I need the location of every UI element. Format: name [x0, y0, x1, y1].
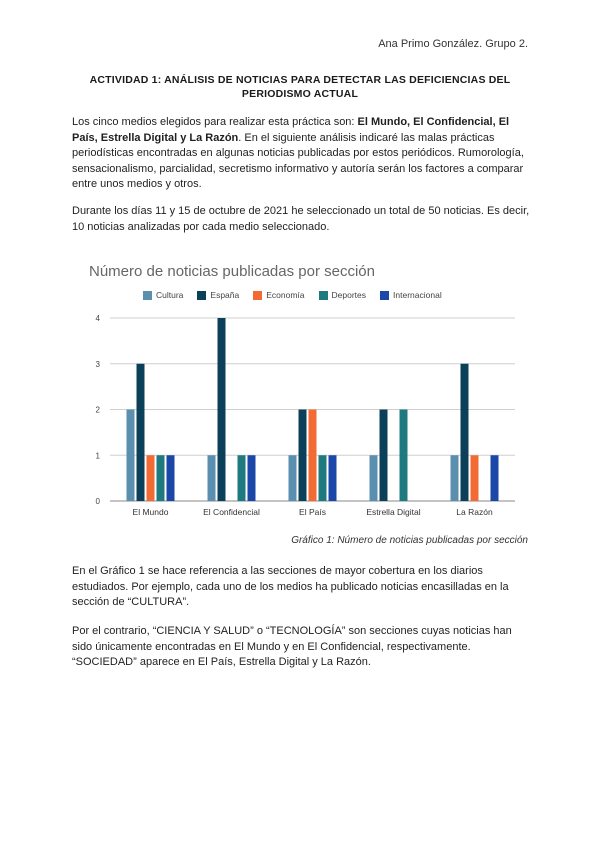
legend-swatch: [380, 291, 389, 300]
bar: [309, 410, 317, 502]
bar-chart: [0, 300, 600, 525]
bar: [319, 455, 327, 501]
analysis-paragraph-1: En el Gráfico 1 se hace referencia a las secciones de mayor cobertura en los diarios estudiados. Por ejemplo, cada uno de los medios ha publicado noticias encasilladas en la sección de “CULTURA”.: [72, 565, 509, 608]
bar: [167, 455, 175, 501]
y-tick-label: 0: [95, 497, 100, 506]
chart-legend: [143, 290, 442, 300]
bar: [400, 410, 408, 502]
legend-label: España: [210, 290, 240, 300]
y-tick-label: 4: [95, 314, 100, 323]
bar: [471, 455, 479, 501]
x-tick-label: El Confidencial: [203, 507, 260, 517]
bar: [491, 455, 499, 501]
bar: [137, 364, 145, 501]
bar: [238, 455, 246, 501]
bar: [370, 455, 378, 501]
intro-paragraph: [72, 115, 532, 193]
bar: [208, 455, 216, 501]
legend-swatch: [197, 291, 206, 300]
y-tick-label: 3: [95, 359, 100, 369]
bar: [248, 455, 256, 501]
legend-swatch: [143, 291, 152, 300]
legend-item: [253, 290, 304, 300]
bar: [218, 318, 226, 501]
x-tick-label: La Razón: [456, 507, 493, 517]
legend-label: Economía: [266, 290, 305, 300]
legend-label: Cultura: [156, 290, 184, 300]
bar: [147, 455, 155, 501]
analysis-paragraph-2: Por el contrario, “CIENCIA Y SALUD” o “TECNOLOGÍA” son secciones cuyas noticias han sido únicamente encontradas en El Mundo y en El Confidencial, respectivamente. “SOCIEDAD” aparece en El País, Estrella Digital y La Razón.: [72, 625, 512, 668]
bar: [299, 410, 307, 502]
intro-text-start: Los cinco medios elegidos para realizar esta práctica son:: [72, 116, 358, 128]
author-header: Ana Primo González. Grupo 2.: [378, 38, 528, 50]
chart-title: Número de noticias publicadas por sección: [89, 263, 375, 280]
figure-caption: Gráfico 1: Número de noticias publicadas por sección: [291, 535, 528, 546]
legend-item: [380, 290, 442, 300]
bar: [329, 455, 337, 501]
x-tick-label: Estrella Digital: [366, 507, 421, 517]
bar: [461, 364, 469, 501]
y-tick-label: 1: [95, 451, 100, 461]
bar: [157, 455, 165, 501]
period-paragraph: Durante los días 11 y 15 de octubre de 2021 he seleccionado un total de 50 noticias. Es decir, 10 noticias analizadas por cada medio seleccionado.: [72, 205, 530, 233]
y-tick-label: 2: [95, 405, 100, 415]
bar: [451, 455, 459, 501]
legend-item: [197, 290, 239, 300]
bar: [127, 410, 135, 502]
x-tick-label: El País: [299, 507, 326, 517]
legend-item: [143, 290, 183, 300]
intro-text-end: . En el siguiente análisis indicaré las malas prácticas periodísticas encontradas en algunas noticias publicadas por estos periódicos. Rumorología, sensacionalismo, parcialidad, secretismo informativo y autoría serán los factores a comparar entre unos medios y otros.: [72, 131, 524, 190]
legend-swatch: [253, 291, 262, 300]
legend-swatch: [319, 291, 328, 300]
document-title: ACTIVIDAD 1: ANÁLISIS DE NOTICIAS PARA DETECTAR LAS DEFICIENCIAS DEL PERIODISMO ACTUAL: [89, 74, 511, 100]
x-tick-label: El Mundo: [132, 507, 169, 517]
legend-label: Internacional: [393, 290, 442, 300]
bar: [380, 410, 388, 502]
intro-media-list: El Mundo, El Confidencial, El País, Estrella Digital y La Razón: [72, 116, 510, 144]
legend-label: Deportes: [331, 290, 367, 300]
bar: [289, 455, 297, 501]
legend-item: [319, 290, 367, 300]
